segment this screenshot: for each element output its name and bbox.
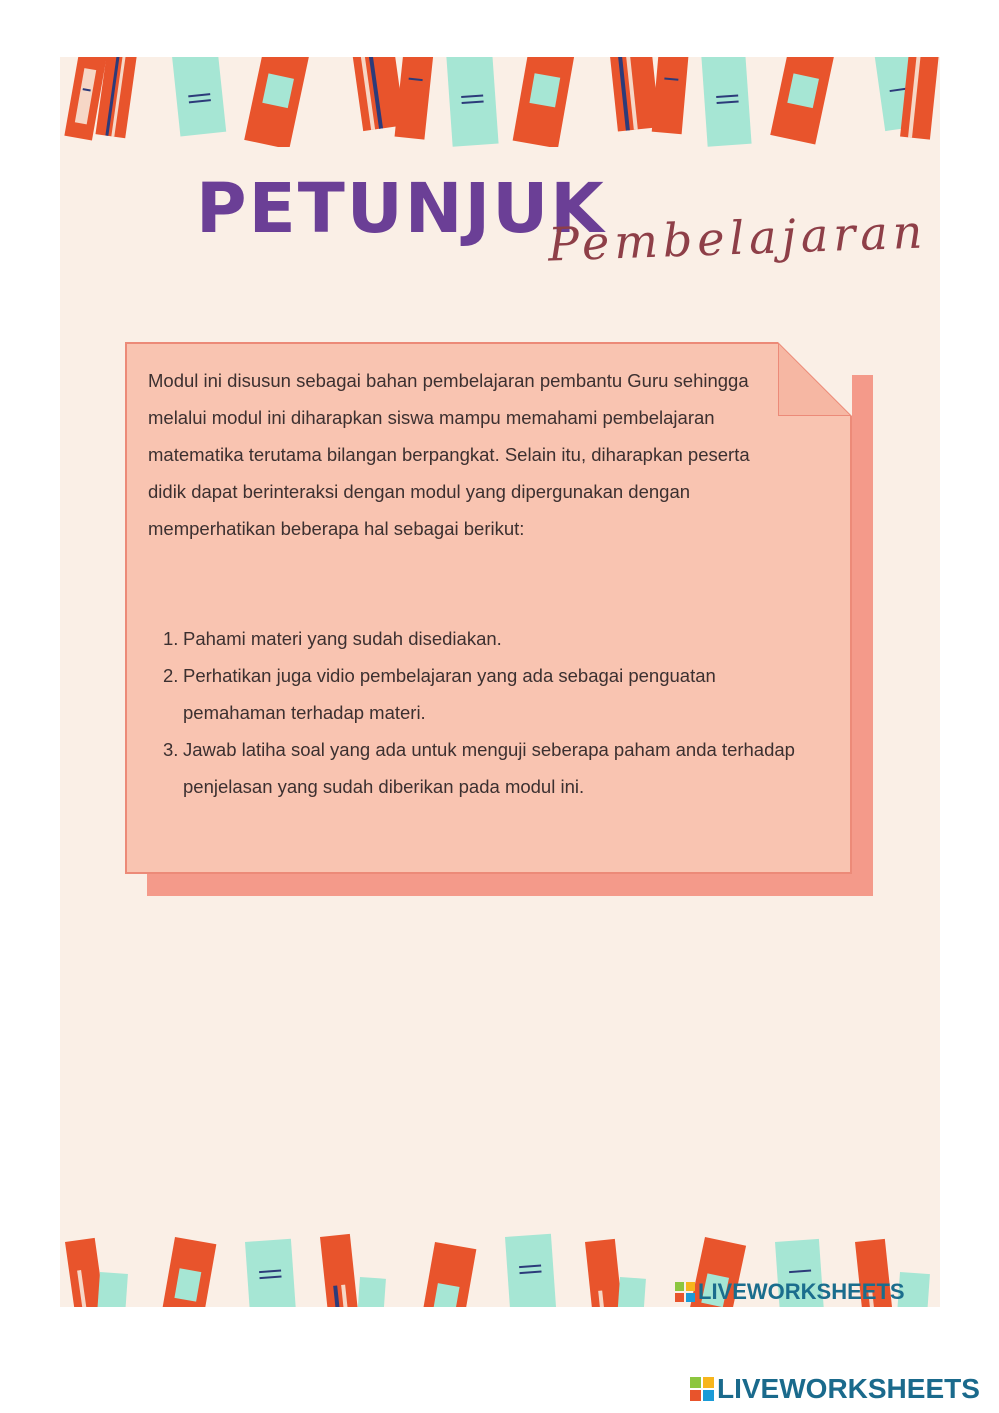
books-border-top bbox=[60, 57, 940, 147]
step-number: 1. bbox=[163, 628, 179, 649]
list-item bbox=[163, 620, 823, 657]
step-number: 2. bbox=[163, 665, 179, 686]
list-item bbox=[163, 731, 823, 805]
liveworksheets-logo bbox=[690, 1373, 980, 1405]
liveworksheets-mark-icon bbox=[690, 1377, 714, 1401]
liveworksheets-label: LIVEWORKSHEETS bbox=[698, 1279, 905, 1304]
page-subtitle: Pembelajaran bbox=[547, 204, 929, 272]
step-text: Pahami materi yang sudah disediakan. bbox=[183, 628, 502, 649]
liveworksheets-logo-inner bbox=[675, 1279, 905, 1305]
steps-list bbox=[163, 620, 823, 805]
step-text: Jawab latiha soal yang ada untuk menguji seberapa paham anda terhadap penjelasan yang sudah diberikan pada modul ini. bbox=[183, 739, 795, 797]
page-title: PETUNJUK bbox=[196, 169, 606, 249]
step-text: Perhatikan juga vidio pembelajaran yang ada sebagai penguatan pemahaman terhadap materi. bbox=[183, 665, 716, 723]
step-number: 3. bbox=[163, 739, 179, 760]
worksheet-page bbox=[60, 57, 940, 1307]
list-item bbox=[163, 657, 823, 731]
note-folded-corner bbox=[778, 342, 852, 416]
liveworksheets-label: LIVEWORKSHEETS bbox=[717, 1373, 980, 1404]
intro-paragraph: Modul ini disusun sebagai bahan pembelajaran pembantu Guru sehingga melalui modul ini diharapkan siswa mampu memahami pembelajaran matematika terutama bilangan berpangkat. Selain itu, diharapkan peserta didik dapat berinteraksi dengan modul yang dipergunakan dengan memperhatikan beberapa hal sebagai berikut: bbox=[148, 370, 750, 539]
liveworksheets-mark-icon bbox=[675, 1282, 695, 1302]
